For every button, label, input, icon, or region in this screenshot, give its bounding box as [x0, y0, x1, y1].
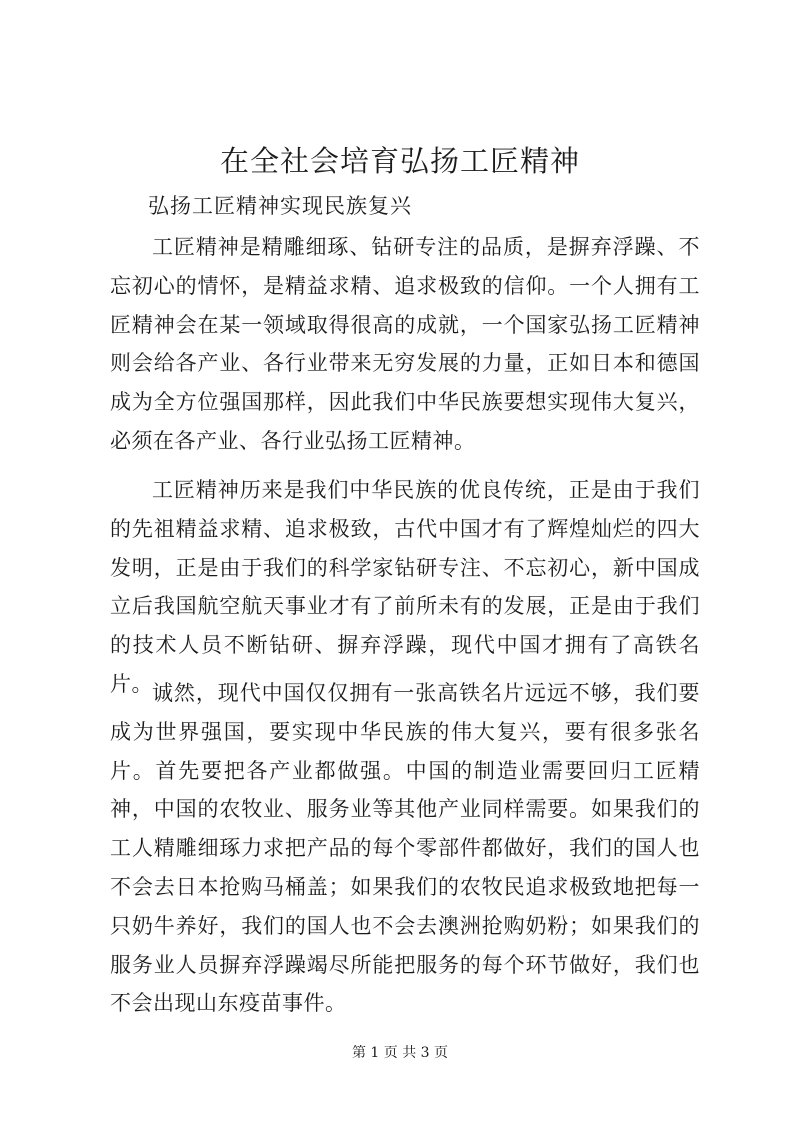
- paragraph-1: 工匠精神是精雕细琢、钻研专注的品质，是摒弃浮躁、不忘初心的情怀，是精益求精、追求极致的信仰。一个人拥有工匠精神会在某一领域取得很高的成就，一个国家弘扬工匠精神则会给各产业、各行业带来无穷发展的力量，正如日本和德国成为全方位强国那样，因此我们中华民族要想实现伟大复兴，必须在各产业、各行业弘扬工匠精神。: [110, 235, 700, 453]
- paragraph-2: 工匠精神历来是我们中华民族的优良传统，正是由于我们的先祖精益求精、追求极致，古代中国才有了辉煌灿烂的四大发明，正是由于我们的科学家钻研专注、不忘初心，新中国成立后我国航空航天事业才有了前所未有的发展，正是由于我们的技术人员不断钻研、摒弃浮躁，现代中国才拥有了高铁名片。: [110, 478, 700, 696]
- document-subtitle: 弘扬工匠精神实现民族复兴: [148, 194, 412, 218]
- paragraph-3: 诚然，现代中国仅仅拥有一张高铁名片远远不够，我们要成为世界强国，要实现中华民族的伟大复兴，要有很多张名片。首先要把各产业都做强。中国的制造业需要回归工匠精神，中国的农牧业、服务业等其他产业同样需要。如果我们的工人精雕细琢力求把产品的每个零部件都做好，我们的国人也不会去日本抢购马桶盖；如果我们的农牧民追求极致地把每一只奶牛养好，我们的国人也不会去澳洲抢购奶粉；如果我们的服务业人员摒弃浮躁竭尽所能把服务的每个环节做好，我们也不会出现山东疫苗事件。: [110, 681, 700, 1016]
- document-title: 在全社会培育弘扬工匠精神: [219, 144, 580, 178]
- page-footer: 第 1 页 共 3 页: [351, 1045, 449, 1061]
